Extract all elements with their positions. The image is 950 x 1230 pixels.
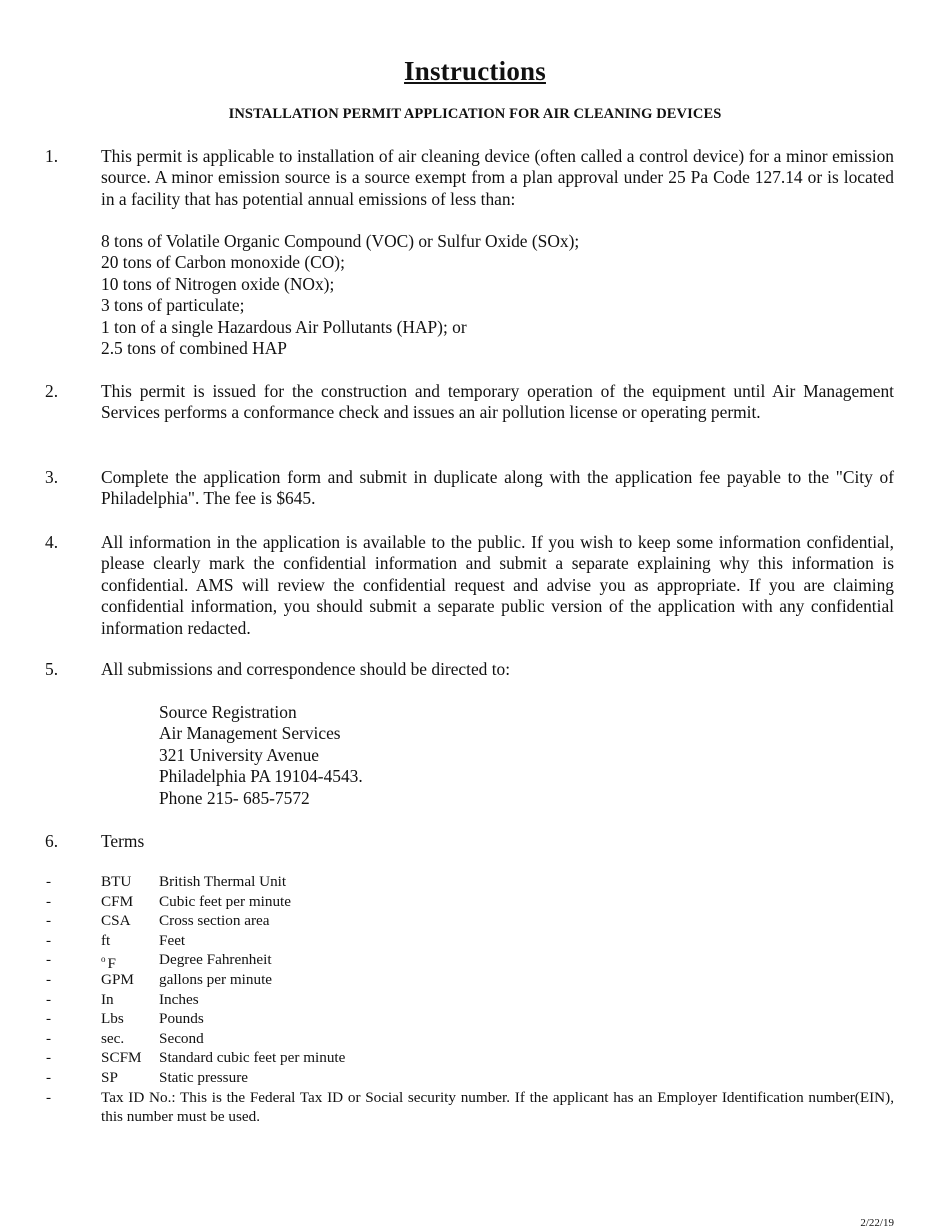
item-text: Terms [101,831,145,851]
term-definition: Standard cubic feet per minute [159,1049,346,1067]
address-line: Air Management Services [159,723,341,744]
item-number: 6. [45,831,59,851]
term-bullet: - [46,892,52,910]
term-bullet: - [46,1010,52,1028]
term-bullet: - [46,1049,52,1067]
list-item: 10 tons of Nitrogen oxide (NOx); [101,273,335,294]
term-bullet: - [46,1029,52,1047]
term-row [0,1068,950,1088]
degree-symbol: o [101,954,106,965]
list-item: 20 tons of Carbon monoxide (CO); [101,252,345,273]
item-number: 2. [45,381,59,401]
term-abbreviation: SP [101,1068,118,1086]
term-abbreviation: CSA [101,912,131,930]
terms-list [0,872,950,1126]
term-row [0,872,950,892]
term-bullet: - [46,970,52,988]
term-row [0,931,950,951]
item-number: 4. [45,532,59,552]
term-definition: British Thermal Unit [159,873,287,890]
term-bullet: - [46,1088,52,1106]
term-definition: Feet [159,931,186,949]
revision-date: 2/22/19 [860,1217,894,1229]
term-row [0,911,950,931]
item-number: 3. [45,467,59,487]
term-abbreviation: Lbs [101,1010,124,1028]
term-row [0,950,950,973]
term-abbreviation: CFM [101,892,134,910]
term-abbreviation: sec. [101,1029,125,1047]
term-definition: Cubic feet per minute [159,892,292,910]
term-row [0,970,950,990]
term-bullet: - [46,873,52,890]
term-definition: Second [159,1029,204,1047]
term-abbreviation: ft [101,931,111,949]
term-row [0,990,950,1010]
page-title: Instructions [404,56,546,86]
term-bullet: - [46,951,52,969]
term-definition: Static pressure [159,1068,248,1086]
list-item: 8 tons of Volatile Organic Compound (VOC) or Sulfur Oxide (SOx); [101,231,580,251]
item-text: Complete the application form and submit in duplicate along with the application fee payable to the "City of Philadelphia". The fee is $645. [101,467,894,509]
item-text: All information in the application is available to the public. If you wish to keep some information confidential, please clearly mark the confidential information and submit a separate explaining why this information is confidential. AMS will review the confidential request and advise you as appropriate. If you are claiming confidential information, you should submit a separate public version of the application with any confidential information redacted. [101,532,894,638]
term-bullet: - [46,1068,52,1086]
term-abbreviation: GPM [101,970,134,988]
term-definition: Inches [159,990,199,1008]
item-text: All submissions and correspondence should be directed to: [101,659,511,679]
term-abbreviation: SCFM [101,1049,142,1067]
term-abbreviation: In [101,990,114,1008]
term-row [0,1048,950,1068]
address-line: Phone 215- 685-7572 [159,787,310,808]
term-definition: Pounds [159,1010,204,1028]
list-item: 2.5 tons of combined HAP [101,338,287,359]
emission-threshold-list [101,231,579,359]
mailing-address [159,702,363,809]
term-row [0,892,950,912]
item-text: This permit is issued for the construction and temporary operation of the equipment until Air Management Services performs a conformance check and issues an air pollution license or operating permit. [101,381,894,423]
term-bullet: - [46,912,52,930]
term-row [0,1009,950,1029]
item-number: 1. [45,146,59,166]
address-line: 321 University Avenue [159,744,320,765]
item-number: 5. [45,659,59,679]
term-row [0,1029,950,1049]
term-definition: Degree Fahrenheit [159,951,272,969]
term-definition: Cross section area [159,912,270,930]
tax-id-note: Tax ID No.: This is the Federal Tax ID or Social security number. If the applicant has an Employer Identification number(EIN), this number must be used. [101,1088,894,1126]
item-text: This permit is applicable to installation of air cleaning device (often called a control device) for a minor emission source. A minor emission source is a source exempt from a plan approval under 25 Pa Code 127.14 or is located in a facility that has potential annual emissions of less than: [101,146,894,209]
list-item: 1 ton of a single Hazardous Air Pollutants (HAP); or [101,316,467,337]
term-bullet: - [46,990,52,1008]
term-bullet: - [46,931,52,949]
address-line: Source Registration [159,702,297,722]
term-abbreviation: BTU [101,873,132,890]
page-subtitle: INSTALLATION PERMIT APPLICATION FOR AIR CLEANING DEVICES [228,106,722,122]
term-abbreviation-text: F [107,955,116,973]
address-line: Philadelphia PA 19104-4543. [159,766,363,787]
list-item: 3 tons of particulate; [101,295,245,316]
term-definition: gallons per minute [159,970,273,988]
